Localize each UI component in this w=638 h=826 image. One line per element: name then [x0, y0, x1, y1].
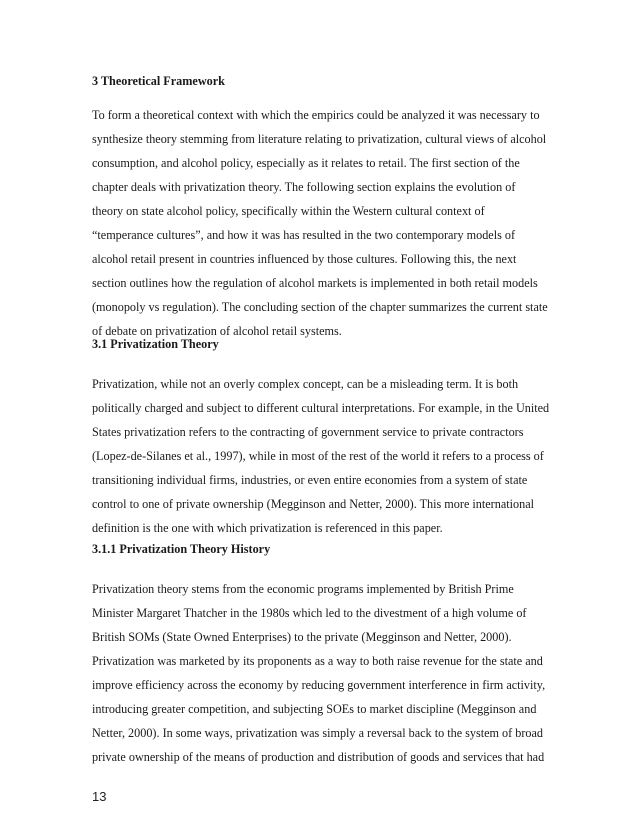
paragraph-line: synthesize theory stemming from literature relating to privatization, cultural views of alcohol: [92, 132, 547, 146]
paragraph-line: Minister Margaret Thatcher in the 1980s which led to the divestment of a high volume of: [92, 606, 527, 620]
paragraph-line: Privatization was marketed by its proponents as a way to both raise revenue for the state and: [92, 654, 543, 668]
paragraph-line: consumption, and alcohol policy, especially as it relates to retail. The first section of the: [92, 156, 520, 170]
paragraph-line: Netter, 2000). In some ways, privatization was simply a reversal back to the system of broad: [92, 726, 544, 740]
paragraph-line: (monopoly vs regulation). The concluding section of the chapter summarizes the current state: [92, 300, 548, 314]
paragraph-line: chapter deals with privatization theory. The following section explains the evolution of: [92, 180, 516, 194]
paragraph-line: States privatization refers to the contracting of government service to private contractors: [92, 425, 524, 439]
paragraph-line: of debate on privatization of alcohol retail systems.: [92, 324, 342, 338]
paragraph-line: Privatization, while not an overly complex concept, can be a misleading term. It is both: [92, 377, 519, 391]
paragraph-line: private ownership of the means of production and distribution of goods and services that had: [92, 750, 545, 764]
paragraph-line: transitioning individual firms, industries, or even entire economies from a system of state: [92, 473, 528, 487]
paragraph-line: definition is the one with which privatization is referenced in this paper.: [92, 521, 443, 535]
paragraph-line: section outlines how the regulation of alcohol markets is implemented in both retail models: [92, 276, 538, 290]
paragraph-line: British SOMs (State Owned Enterprises) to the private (Megginson and Netter, 2000).: [92, 630, 512, 644]
section-heading-privatization-theory: 3.1 Privatization Theory: [92, 337, 219, 351]
paragraph-line: alcohol retail present in countries influenced by those cultures. Following this, the next: [92, 252, 517, 266]
paragraph-line: theory on state alcohol policy, specifically within the Western cultural context of: [92, 204, 485, 218]
paragraph-line: politically charged and subject to different cultural interpretations. For example, in the United: [92, 401, 550, 415]
paragraph-line: (Lopez-de-Silanes et al., 1997), while in most of the rest of the world it refers to a process of: [92, 449, 544, 463]
page-number: 13: [92, 789, 107, 804]
section-heading-privatization-history: 3.1.1 Privatization Theory History: [92, 542, 271, 556]
paragraph-line: improve efficiency across the economy by reducing government interference in firm activity,: [92, 678, 546, 692]
paragraph-line: “temperance cultures”, and how it was has resulted in the two contemporary models of: [92, 228, 516, 242]
paragraph-line: Privatization theory stems from the economic programs implemented by British Prime: [92, 582, 514, 596]
section-heading-framework: 3 Theoretical Framework: [92, 74, 225, 88]
paragraph-line: To form a theoretical context with which the empirics could be analyzed it was necessary to: [92, 108, 540, 122]
paragraph-line: introducing greater competition, and subjecting SOEs to market discipline (Megginson and: [92, 702, 537, 716]
paragraph-line: control to one of private ownership (Megginson and Netter, 2000). This more international: [92, 497, 534, 511]
